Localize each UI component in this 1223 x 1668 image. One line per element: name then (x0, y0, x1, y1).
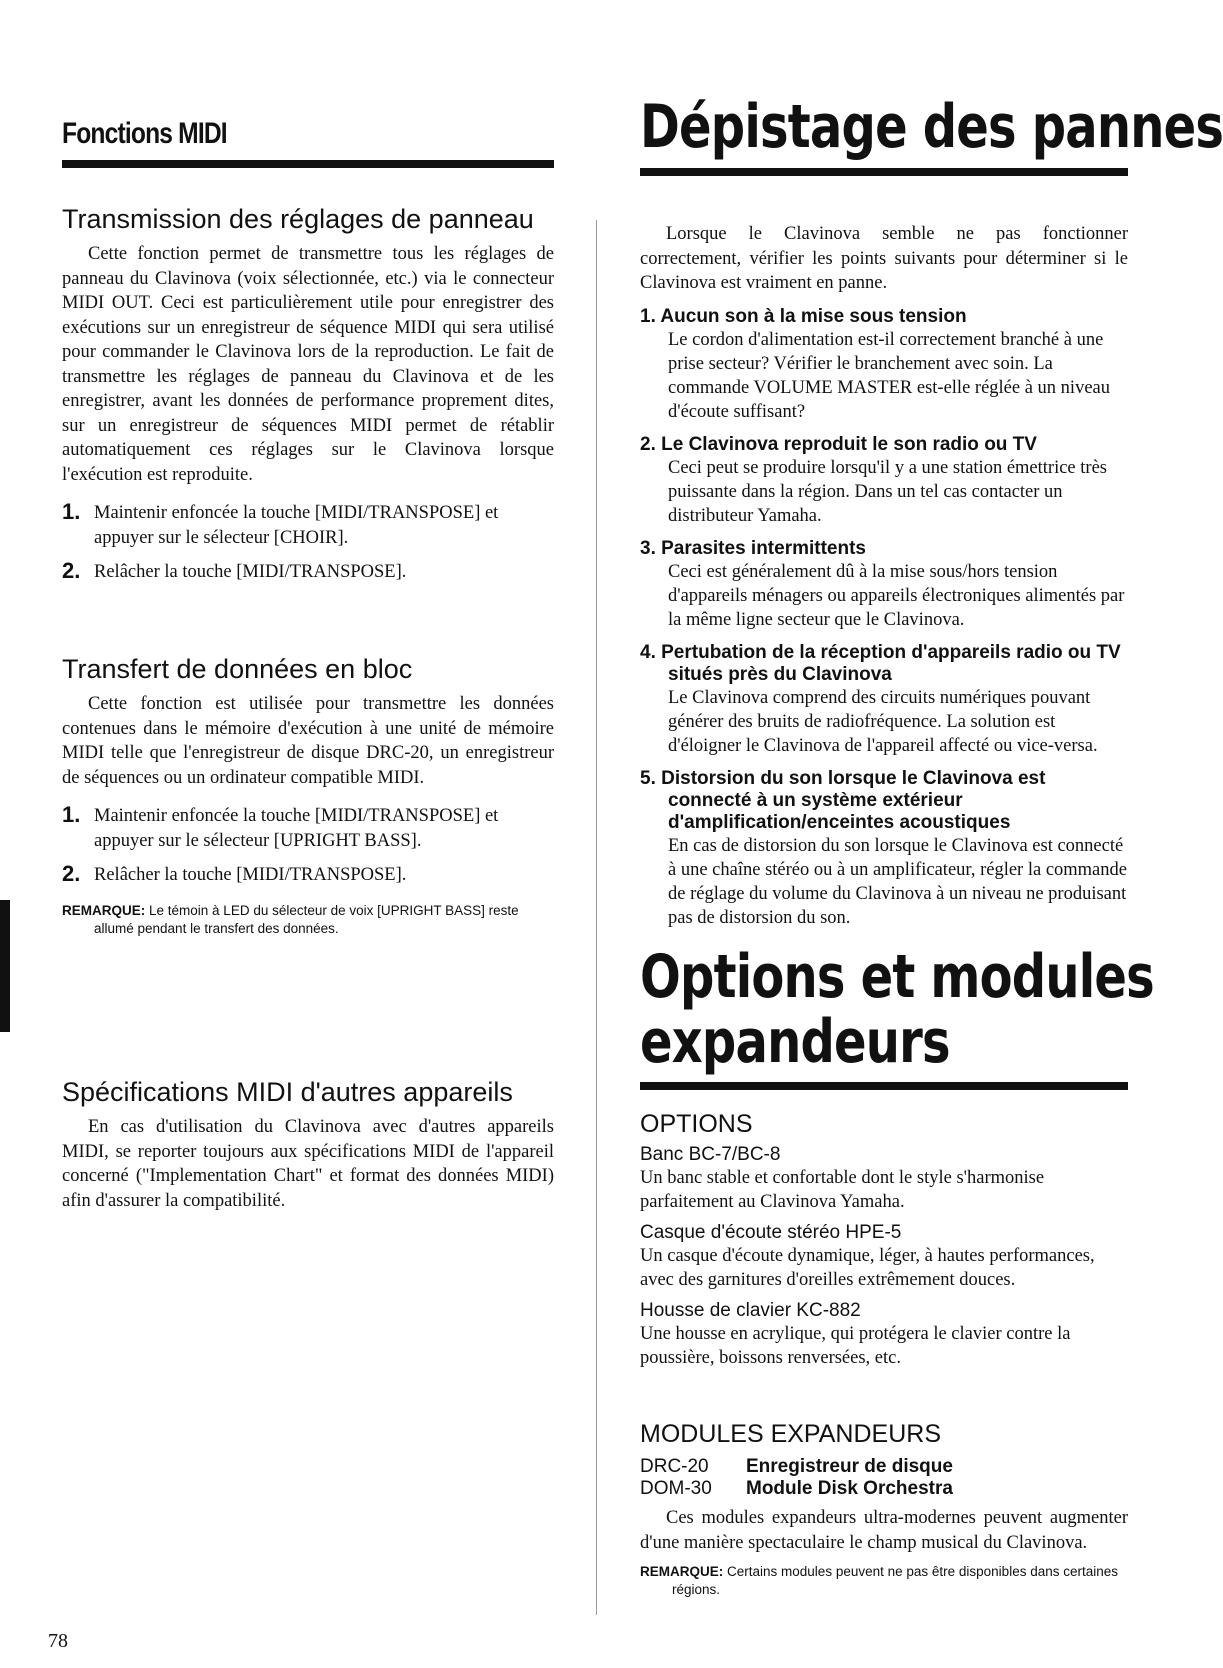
title-options-line2: expandeurs (640, 1007, 950, 1077)
step-number: 2. (62, 558, 81, 583)
intro-text: Lorsque le Clavinova semble ne pas fonctionner correctement, vérifier les points suivants pour déterminer si le Clavinova est vraiment en panne. (640, 224, 1128, 293)
item-text: Ceci peut se produire lorsqu'il y a une station émettrice très puissante dans la région. Dans un tel cas contacter un distributeur Yamaha. (668, 457, 1107, 526)
option-text: Une housse en acrylique, qui protégera le clavier contre la poussière, boissons renversées, etc. (640, 1324, 1071, 1368)
option-name: Housse de clavier KC-882 (640, 1300, 861, 1321)
option-name: Casque d'écoute stéréo HPE-5 (640, 1222, 902, 1243)
step-2 (62, 560, 554, 585)
trouble-item (640, 642, 1128, 758)
title-depistage: Dépistage des pannes (640, 92, 1223, 162)
step-number: 1. (62, 802, 81, 827)
title-rule (640, 168, 1128, 176)
modules-section (640, 1420, 1128, 1599)
module-row (640, 1456, 1128, 1478)
body-transfert: Cette fonction est utilisée pour transmettre les données contenues dans le mémoire d'exécution à une unité de mémoire MIDI telle que l'enregistreur de disque DRC-20, un enregistreur de séquences ou un ordinateur compatible MIDI. (62, 694, 554, 788)
option-text: Un banc stable et confortable dont le style s'harmonise parfaitement au Clavinova Yamaha. (640, 1168, 1045, 1212)
page-number: 78 (48, 1630, 68, 1652)
item-text: Ceci est généralement dû à la mise sous/hors tension d'appareils ménagers ou appareils électroniques alimentés par la même ligne secteur que le Clavinova. (668, 561, 1125, 630)
heading-specifications: Spécifications MIDI d'autres appareils (62, 1077, 513, 1107)
trouble-item (640, 434, 1128, 528)
step-number: 2. (62, 861, 81, 886)
options-rule (640, 1082, 1128, 1090)
module-desc: Module Disk Orchestra (746, 1478, 953, 1499)
option-name: Banc BC-7/BC-8 (640, 1144, 781, 1165)
item-text: En cas de distorsion du son lorsque le Clavinova est connecté à une chaîne stéréo ou à un amplificateur, régler la commande de réglage du volume du Clavinova à un niveau ne produisant pas de distorsion du son. (668, 835, 1127, 928)
step-1 (62, 804, 554, 853)
section-transfert (62, 655, 554, 938)
step-text: Relâcher la touche [MIDI/TRANSPOSE]. (94, 562, 407, 582)
note-label: REMARQUE: (62, 902, 146, 918)
options-section (640, 1110, 1128, 1370)
section-specifications (62, 1078, 554, 1213)
section-rule (62, 160, 554, 168)
trouble-item (640, 768, 1128, 930)
item-head: 2. Le Clavinova reproduit le son radio ou TV (640, 433, 1037, 455)
body-transmission: Cette fonction permet de transmettre tous les réglages de panneau du Clavinova (voix sélectionnée, etc.) via le connecteur MIDI OUT. Ceci est particulièrement utile pour enregistrer des exécutions sur un enregistreur de séquence MIDI qui sera utilisé pour commander le Clavinova lors de la reproduction. Le fait de transmettre les réglages de panneau du Clavinova et de les enregistrer, avant les données de performance proprement dites, sur un enregistreur de séquences MIDI permet de rétablir automatiquement ces réglages sur le Clavinova lorsque l'exécution est reproduite. (62, 244, 554, 485)
module-code: DRC-20 (640, 1456, 709, 1477)
step-1 (62, 501, 554, 550)
module-code: DOM-30 (640, 1478, 712, 1499)
section-title: Fonctions MIDI (62, 117, 227, 150)
item-head: 5. Distorsion du son lorsque le Clavinova est connecté à un système extérieur d'amplification/enceintes acoustiques (640, 767, 1046, 833)
step-text: Relâcher la touche [MIDI/TRANSPOSE]. (94, 865, 407, 885)
step-2 (62, 863, 554, 888)
note-label: REMARQUE: (640, 1564, 724, 1579)
note-text: Certains modules peuvent ne pas être disponibles dans certaines régions. (672, 1564, 1119, 1597)
thumb-tab-marker (0, 900, 10, 1032)
heading-transfert: Transfert de données en bloc (62, 654, 413, 684)
modules-heading: MODULES EXPANDEURS (640, 1420, 941, 1448)
option-text: Un casque d'écoute dynamique, léger, à hautes performances, avec des garnitures d'oreilles extrêmement douces. (640, 1246, 1095, 1290)
options-heading: OPTIONS (640, 1110, 753, 1138)
title-options-line1: Options et modules (640, 942, 1154, 1012)
heading-transmission: Transmission des réglages de panneau (62, 204, 534, 234)
step-text: Maintenir enfoncée la touche [MIDI/TRANSPOSE] et appuyer sur le sélecteur [UPRIGHT BASS]. (94, 806, 499, 851)
note-transfert (62, 902, 554, 938)
note-modules (640, 1563, 1128, 1599)
item-text: Le Clavinova comprend des circuits numériques pouvant générer des bruits de radiofréquence. La solution est d'éloigner le Clavinova de l'appareil affecté ou vice-versa. (668, 687, 1098, 756)
step-text: Maintenir enfoncée la touche [MIDI/TRANSPOSE] et appuyer sur le sélecteur [CHOIR]. (94, 503, 499, 548)
trouble-item (640, 538, 1128, 632)
troubleshooting-list (640, 222, 1128, 930)
item-text: Le cordon d'alimentation est-il correctement branché à une prise secteur? Vérifier le branchement avec soin. La commande VOLUME MASTER est-elle réglée à un niveau d'écoute suffisant? (668, 329, 1110, 422)
module-desc: Enregistreur de disque (746, 1456, 953, 1477)
modules-text: Ces modules expandeurs ultra-modernes peuvent augmenter d'une manière spectaculaire le champ musical du Clavinova. (640, 1508, 1128, 1553)
step-number: 1. (62, 499, 81, 524)
trouble-item (640, 306, 1128, 424)
note-text: Le témoin à LED du sélecteur de voix [UPRIGHT BASS] reste allumé pendant le transfert des données. (94, 902, 519, 936)
item-head: 1. Aucun son à la mise sous tension (640, 305, 967, 327)
body-specifications: En cas d'utilisation du Clavinova avec d'autres appareils MIDI, se reporter toujours aux spécifications MIDI de l'appareil concerné ("Implementation Chart" et format des données MIDI) afin d'assurer la compatibilité. (62, 1117, 554, 1211)
item-head: 3. Parasites intermittents (640, 537, 866, 559)
module-row (640, 1478, 1128, 1500)
item-head: 4. Pertubation de la réception d'appareils radio ou TV situés près du Clavinova (640, 641, 1121, 685)
column-divider (596, 220, 597, 1615)
section-transmission (62, 205, 554, 585)
